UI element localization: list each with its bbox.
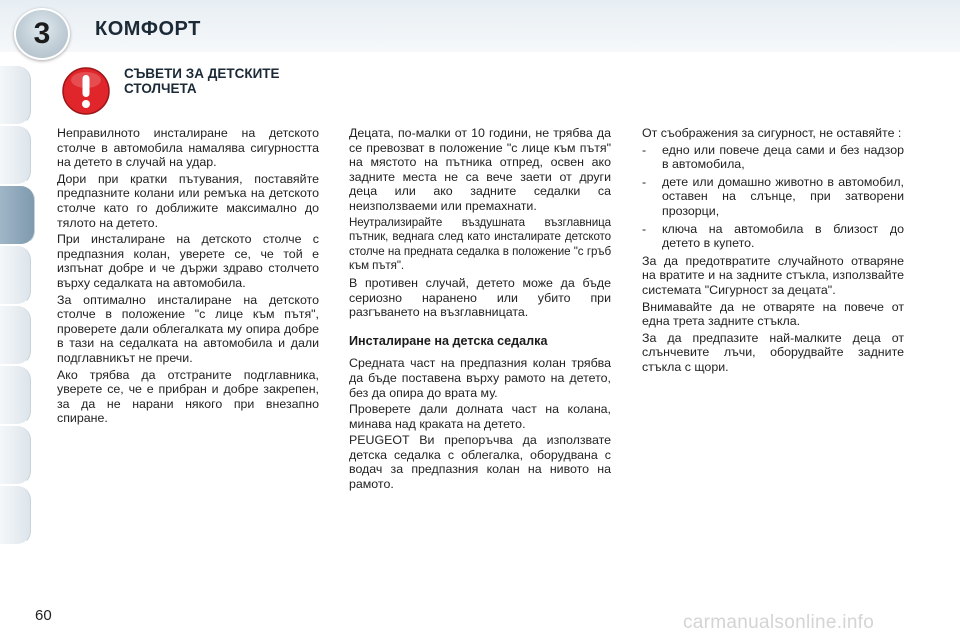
- side-tab: [0, 66, 31, 125]
- subheading: Инсталиране на детска седалка: [349, 333, 548, 348]
- side-tab: [0, 246, 31, 305]
- side-tab: [0, 366, 31, 425]
- list-item: [642, 222, 904, 251]
- paragraph: Проверете дали долната част на колана, минава над краката на детето.: [349, 402, 611, 431]
- text-column-1: [57, 126, 319, 428]
- paragraph: От съображения за сигурност, не оставяйте :: [642, 126, 902, 140]
- list-item: [642, 175, 904, 219]
- paragraph: В противен случай, детето може да бъде сериозно наранено или убито при разгъването на възглавницата.: [349, 275, 611, 320]
- page-number: 60: [35, 607, 52, 624]
- paragraph: За оптимално инсталиране на детското столче в положение "с лице към пътя", проверете дали облегалката му опира добре в тази на седалката на автомобила и дали подглавникът не пречи.: [57, 292, 319, 365]
- side-tab-active: [0, 186, 35, 245]
- chapter-side-tabs: [0, 66, 34, 576]
- bullet-marker: -: [642, 221, 647, 236]
- list-item-text: едно или повече деца сами и без надзор в автомобила,: [662, 142, 904, 172]
- side-tab: [0, 306, 31, 365]
- paragraph: За да предпазите най-малките деца от слънчевите лъчи, оборудвайте задните стъкла с щори.: [642, 330, 904, 374]
- side-tab: [0, 486, 31, 545]
- list-item: [642, 143, 904, 172]
- text-column-2: [349, 126, 611, 494]
- paragraph: Ако трябва да отстраните подглавника, уверете се, че е прибран и добре закрепен, за да не нарани някого при внезапно спиране.: [57, 367, 319, 426]
- chapter-number-badge: 3: [14, 8, 70, 60]
- paragraph: Неправилното инсталиране на детското столче в автомобила намалява сигурността на детето в случай на удар.: [57, 126, 319, 170]
- side-tab: [0, 126, 31, 185]
- list-item-text: ключа на автомобила в близост до детето в купето.: [662, 221, 904, 251]
- watermark: carmanualsonline.info: [683, 612, 875, 633]
- paragraph: Средната част на предпазния колан трябва да бъде поставена върху рамото на детето, без да опира до врата му.: [349, 356, 611, 400]
- chapter-title: КОМФОРТ: [95, 18, 201, 40]
- bullet-marker: -: [642, 174, 647, 189]
- paragraph: Децата, по-малки от 10 години, не трябва да се превозват в положение "с лице към пътя" на мястото на пътника отпред, освен ако задните места не са вече заети от други деца или ако задните седалки са неизползваеми или премахнати.: [349, 126, 611, 213]
- warning-exclamation-icon: [61, 66, 111, 116]
- paragraph: Дори при кратки пътувания, поставяйте предпазните колани или ремъка на детското столче като го доближите максимално до тялото на детето.: [57, 171, 319, 230]
- paragraph: PEUGEOT Ви препоръчва да използвате детска седалка с облегалка, оборудвана с водач за предпазния колан на нивото на рамото.: [349, 433, 611, 492]
- bullet-marker: -: [642, 142, 647, 157]
- paragraph: За да предотвратите случайното отваряне на вратите и на задните стъкла, използвайте системата "Сигурност за децата".: [642, 253, 904, 297]
- paragraph: Внимавайте да не отваряте на повече от една трета задните стъкла.: [642, 299, 904, 329]
- text-column-3: [642, 126, 904, 377]
- paragraph: Неутрализирайте въздушната възглавница пътник, веднага след като инсталирате детското столче на предната седалка в положение "с гръб към пътя".: [349, 215, 611, 273]
- list-item-text: дете или домашно животно в автомобил, оставен на слънце, при затворени прозорци,: [662, 174, 904, 218]
- paragraph: При инсталиране на детското столче с предпазния колан, уверете се, че той е изпънат добре и че държи здраво столчето върху седалката на автомобила.: [57, 232, 319, 290]
- section-title: СЪВЕТИ ЗА ДЕТСКИТЕ СТОЛЧЕТА: [124, 66, 280, 96]
- side-tab: [0, 426, 31, 485]
